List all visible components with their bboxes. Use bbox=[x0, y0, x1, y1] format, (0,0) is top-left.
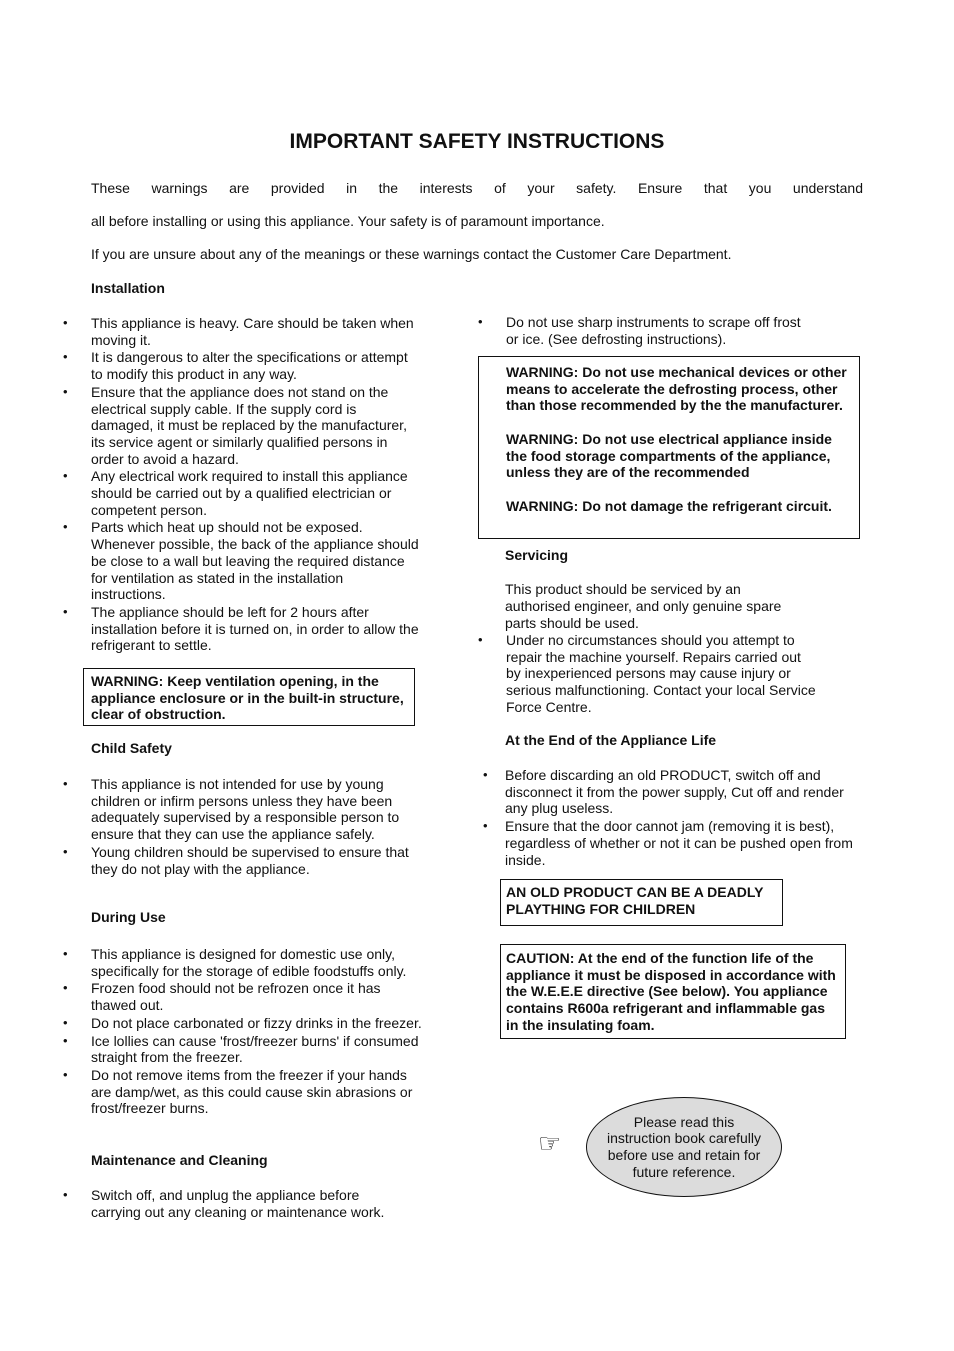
intro-line-1: These warnings are provided in the interests of your safety. Ensure that you understand bbox=[91, 180, 863, 196]
deadly-plaything-warning-text: AN OLD PRODUCT CAN BE A DEADLY PLAYTHING FOR CHILDREN bbox=[506, 884, 764, 917]
list-item: • It is dangerous to alter the specifications or attempt to modify this product in any way. bbox=[61, 349, 421, 382]
ventilation-warning-text: WARNING: Keep ventilation opening, in the appliance enclosure or in the built-in structure, clear of obstruction. bbox=[91, 673, 404, 723]
list-item: • Do not remove items from the freezer if your hands are damp/wet, as this could cause skin abrasions or frost/freezer burns. bbox=[61, 1067, 423, 1117]
child-safety-list bbox=[61, 776, 411, 878]
page-title: IMPORTANT SAFETY INSTRUCTIONS bbox=[289, 130, 665, 153]
defrost-warning-2: WARNING: Do not use electrical appliance inside the food storage compartments of the appliance, unless they are of the recommended bbox=[506, 430, 832, 481]
deadly-plaything-warning-box bbox=[500, 879, 783, 926]
intro-line-3: If you are unsure about any of the meanings or these warnings contact the Customer Care Department. bbox=[91, 246, 732, 262]
list-item: • Switch off, and unplug the appliance before carrying out any cleaning or maintenance work. bbox=[61, 1187, 401, 1220]
list-item: • This appliance is not intended for use by young children or infirm persons unless they have been adequately supervised by a responsible person to ensure that they can use the appliance safely. bbox=[61, 776, 411, 843]
list-item: • Ensure that the appliance does not stand on the electrical supply cable. If the supply cord is damaged, it must be replaced by the manufacturer, its service agent or similarly qualified persons in order to avoid a hazard. bbox=[61, 384, 421, 468]
read-instructions-text: Please read this instruction book carefully before use and retain for future reference. bbox=[606, 1113, 762, 1180]
list-item: • Ice lollies can cause 'frost/freezer burns' if consumed straight from the freezer. bbox=[61, 1033, 423, 1066]
child-safety-heading: Child Safety bbox=[91, 740, 172, 756]
list-item: • This appliance is designed for domestic use only, specifically for the storage of edible foodstuffs only. bbox=[61, 946, 423, 979]
defrost-warning-1: WARNING: Do not use mechanical devices or other means to accelerate the defrosting process, other than those recommended by the the manufacturer. bbox=[506, 364, 847, 414]
during-use-list bbox=[61, 946, 423, 1118]
disposal-caution-box bbox=[500, 944, 846, 1039]
ventilation-warning-box bbox=[83, 668, 415, 726]
list-item: • This appliance is heavy. Care should be taken when moving it. bbox=[61, 315, 421, 348]
list-item: • The appliance should be left for 2 hours after installation before it is turned on, in order to allow the refrigerant to settle. bbox=[61, 604, 421, 654]
servicing-text: This product should be serviced by an authorised engineer, and only genuine spare parts should be used. bbox=[505, 581, 782, 631]
list-item: • Under no circumstances should you attempt to repair the machine yourself. Repairs carried out by inexperienced persons may cause injury or serious malfunctioning. Contact your local Service Force Centre. bbox=[476, 632, 816, 716]
read-instructions-note bbox=[586, 1097, 782, 1197]
defrost-warning-box bbox=[478, 356, 860, 539]
list-item: • Before discarding an old PRODUCT, switch off and disconnect it from the power supply, Cut off and render any plug useless. bbox=[481, 767, 866, 817]
installation-list bbox=[61, 315, 421, 655]
maintenance-list bbox=[61, 1187, 401, 1221]
end-of-life-heading: At the End of the Appliance Life bbox=[505, 732, 717, 748]
list-item: • Frozen food should not be refrozen once it has thawed out. bbox=[61, 980, 423, 1013]
list-item: • Do not use sharp instruments to scrape off frost or ice. (See defrosting instructions). bbox=[476, 314, 806, 347]
installation-heading: Installation bbox=[91, 280, 165, 296]
end-of-life-list bbox=[481, 767, 866, 869]
list-item: • Young children should be supervised to ensure that they do not play with the appliance. bbox=[61, 844, 411, 877]
list-item: • Ensure that the door cannot jam (removing it is best), regardless of whether or not it can be pushed open from inside. bbox=[481, 818, 866, 868]
pointing-hand-icon: ☞ bbox=[538, 1128, 562, 1158]
servicing-heading: Servicing bbox=[505, 547, 569, 563]
defrost-warning-3: WARNING: Do not damage the refrigerant circuit. bbox=[506, 497, 832, 514]
list-item: • Do not place carbonated or fizzy drinks in the freezer. bbox=[61, 1015, 423, 1032]
disposal-caution-text: CAUTION: At the end of the function life of the appliance it must be disposed in accordance with the W.E.E.E directive (See below). You appliance contains R600a refrigerant and inflammable gas in the insulating foam. bbox=[506, 950, 836, 1033]
servicing-list bbox=[476, 632, 816, 717]
list-item: • Any electrical work required to install this appliance should be carried out by a qualified electrician or competent person. bbox=[61, 468, 421, 518]
list-item: • Parts which heat up should not be exposed. Whenever possible, the back of the appliance should be close to a wall but leaving the required distance for ventilation as stated in the installation instructions. bbox=[61, 519, 421, 603]
during-use-heading: During Use bbox=[91, 909, 166, 925]
intro-line-2: all before installing or using this appliance. Your safety is of paramount importance. bbox=[91, 213, 605, 229]
defrost-list bbox=[476, 314, 806, 348]
maintenance-heading: Maintenance and Cleaning bbox=[91, 1152, 268, 1168]
